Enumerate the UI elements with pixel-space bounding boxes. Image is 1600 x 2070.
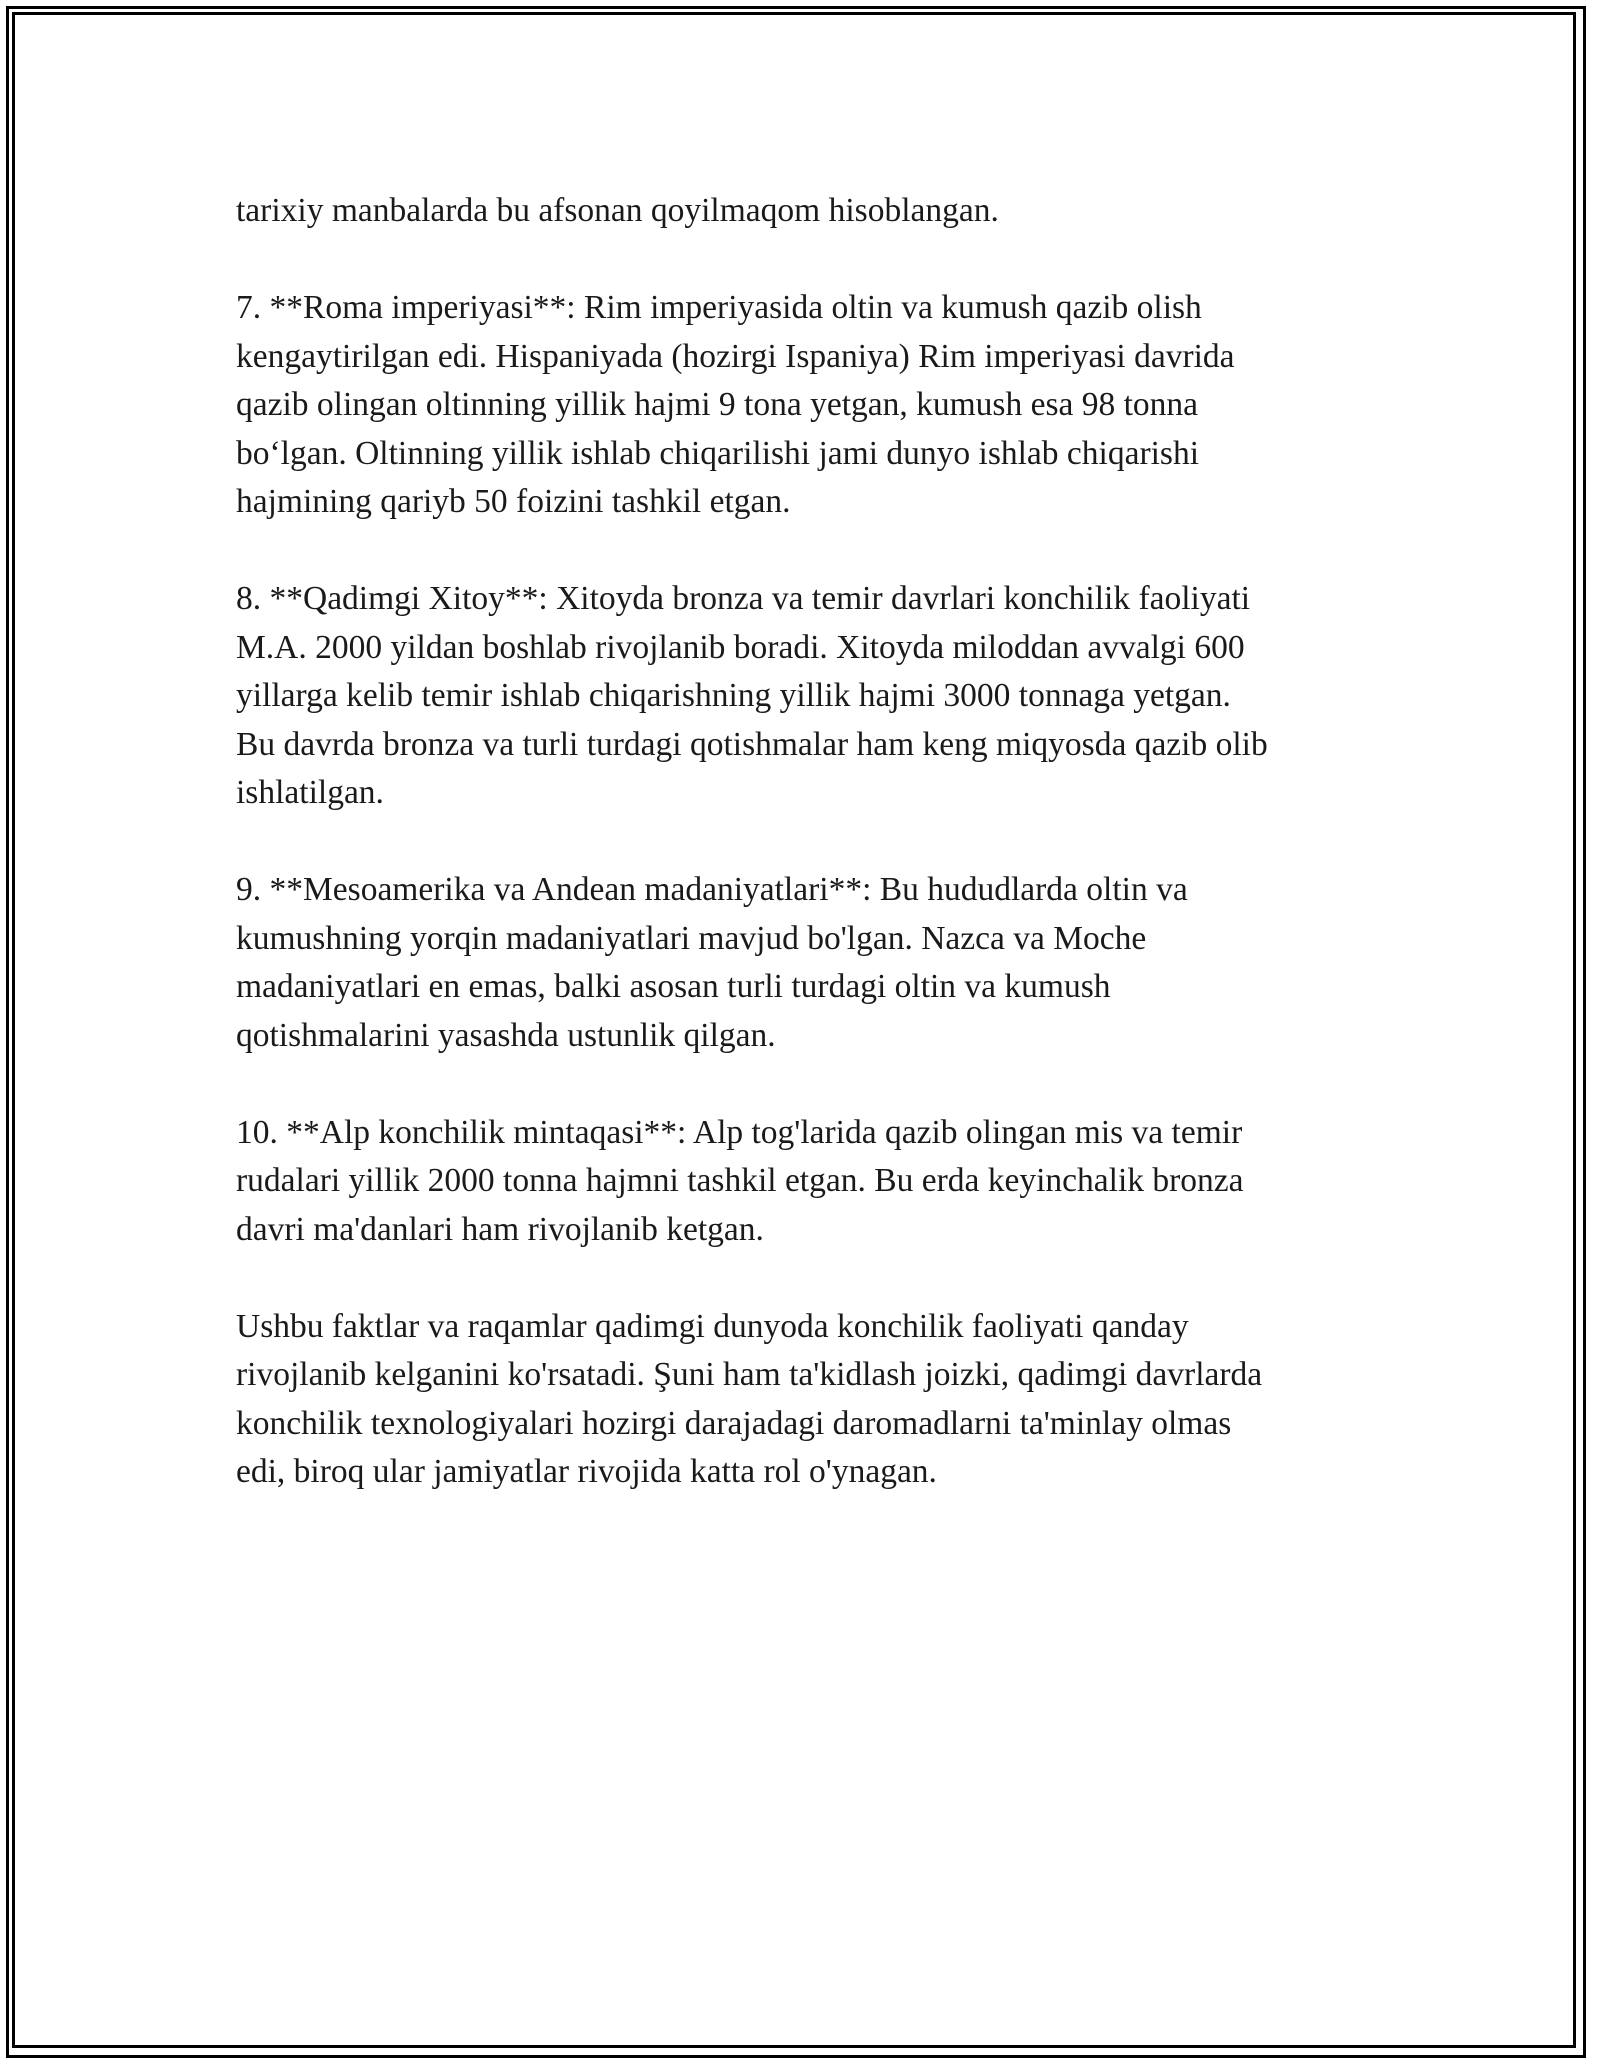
- document-body: [236, 187, 1386, 1545]
- paragraph-conclusion: Ushbu faktlar va raqamlar qadimgi dunyoda konchilik faoliyati qanday rivojlanib kelganini ko'rsatadi. Şuni ham ta'kidlash joizki, qadimgi davrlarda konchilik texnologiyalari hozirgi darajadagi daromadlarni ta'minlay olmas edi, biroq ular jamiyatlar rivojida katta rol o'ynagan.: [236, 1307, 1263, 1490]
- paragraph-intro-continuation: tarixiy manbalarda bu afsonan qoyilmaqom hisoblangan.: [236, 192, 999, 229]
- paragraph-roma-imperiyasi: 7. **Roma imperiyasi**: Rim imperiyasida oltin va kumush qazib olish kengaytirilgan edi. Hispaniyada (hozirgi Ispaniya) Rim imperiyasi davrida qazib olingan oltinning yillik hajmi 9 tona yetgan, kumush esa 98 tonna bo‘lgan. Oltinning yillik ishlab chiqarilishi jami dunyo ishlab chiqarishi hajmining qariyb 50 foizini tashkil etgan.: [236, 289, 1235, 520]
- paragraph-mesoamerika: 9. **Mesoamerika va Andean madaniyatlari**: Bu hududlarda oltin va kumushning yorqin madaniyatlari mavjud bo'lgan. Nazca va Moche madaniyatlari en emas, balki asosan turli turdagi oltin va kumush qotishmalarini yasashda ustunlik qilgan.: [236, 871, 1188, 1054]
- paragraph-alp-konchilik: 10. **Alp konchilik mintaqasi**: Alp tog'larida qazib olingan mis va temir rudalari yillik 2000 tonna hajmni tashkil etgan. Bu erda keyinchalik bronza davri ma'danlari ham rivojlanib ketgan.: [236, 1113, 1244, 1248]
- paragraph-qadimgi-xitoy: 8. **Qadimgi Xitoy**: Xitoyda bronza va temir davrlari konchilik faoliyati M.A. 2000 yildan boshlab rivojlanib boradi. Xitoyda miloddan avvalgi 600 yillarga kelib temir ishlab chiqarishning yillik hajmi 3000 tonnaga yetgan. Bu davrda bronza va turli turdagi qotishmalar ham keng miqyosda qazib olib ishlatilgan.: [236, 580, 1268, 811]
